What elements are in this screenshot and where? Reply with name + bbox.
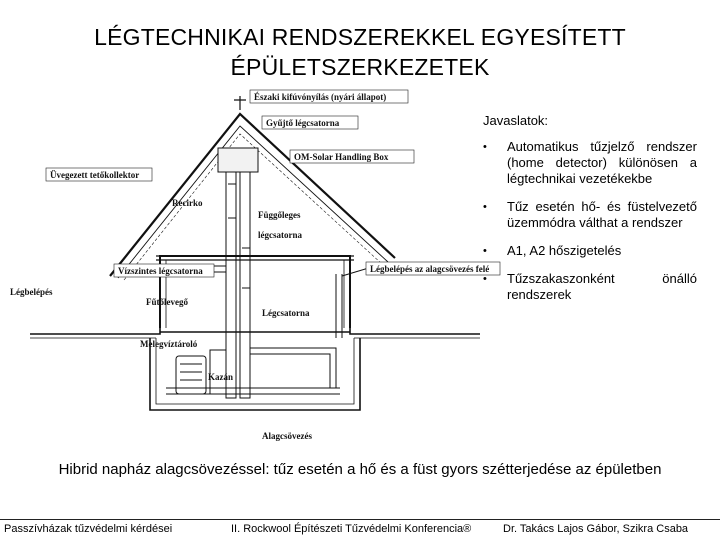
label-recirc: Recirko	[172, 198, 203, 208]
label-air-duct: Légcsatorna	[262, 308, 310, 318]
label-vertical-duct-1: Függőleges	[258, 210, 301, 220]
bullet-icon: •	[483, 141, 487, 153]
recommendation-text: Tűzszakaszonként önálló rendszerek	[507, 271, 697, 302]
label-boiler: Kazán	[208, 372, 234, 382]
recommendation-item	[483, 243, 697, 259]
ground	[30, 328, 480, 410]
label-collector-duct	[262, 116, 358, 129]
label-air-inlet-right-text: Légbelépés az alagcsövezés felé	[370, 264, 490, 274]
label-hot-water: Melegvíztároló	[140, 339, 198, 349]
page-title	[40, 22, 680, 82]
label-glazed-collector	[46, 168, 152, 181]
label-collector-duct-text: Gyűjtő légcsatorna	[266, 118, 340, 128]
recommendations-panel	[483, 113, 697, 315]
label-air-inlet-left: Légbelépés	[10, 287, 53, 297]
recommendation-item	[483, 271, 697, 303]
title-line-2: ÉPÜLETSZERKEZETEK	[230, 54, 490, 80]
recommendation-item	[483, 139, 697, 187]
house-section-drawing	[0, 88, 520, 448]
label-northern-vent	[250, 90, 408, 103]
recommendations-heading: Javaslatok:	[483, 113, 549, 128]
diagram-caption: Hibrid napház alagcsövezéssel: tűz esetén a hő és a füst gyors szétterjedése az épületben	[58, 461, 662, 478]
recommendation-text: A1, A2 hőszigetelés	[507, 243, 622, 258]
bullet-icon: •	[483, 201, 487, 213]
recommendation-item	[483, 199, 697, 231]
label-vertical-duct-2: légcsatorna	[258, 230, 302, 240]
label-air-inlet-right	[366, 262, 500, 275]
footer-center: II. Rockwool Építészeti Tűzvédelmi Konferencia®	[231, 523, 472, 535]
label-horizontal-duct	[114, 264, 214, 277]
house-ventilation-diagram	[0, 88, 520, 448]
footer-divider	[0, 519, 720, 520]
recommendation-text: Tűz esetén hő- és füstelvezető üzemmódra válthat a rendszer	[507, 199, 697, 230]
label-glazed-collector-text: Üvegezett tetőkollektor	[50, 170, 140, 180]
vertical-ducts	[218, 148, 258, 398]
label-solar-box	[290, 150, 414, 163]
title-line-1: LÉGTECHNIKAI RENDSZEREKKEL EGYESÍTETT	[94, 24, 626, 50]
label-northern-vent-text: Északi kifúvónyílás (nyári állapot)	[254, 92, 387, 102]
footer-left: Passzívházak tűzvédelmi kérdései	[4, 523, 173, 535]
label-solar-box-text: OM-Solar Handling Box	[294, 152, 389, 162]
recommendation-text: Automatikus tűzjelző rendszer (home detector) különösen a légtechnikai vezetékekbe	[507, 139, 697, 186]
label-heating-vent: Fűtőlevegő	[146, 297, 188, 307]
label-ground-tube: Alagcsövezés	[262, 431, 312, 441]
bullet-icon: •	[483, 245, 487, 257]
footer-right: Dr. Takács Lajos Gábor, Szikra Csaba	[503, 523, 689, 535]
bullet-icon: •	[483, 273, 487, 285]
label-horizontal-duct-text: Vízszintes légcsatorna	[118, 266, 203, 276]
